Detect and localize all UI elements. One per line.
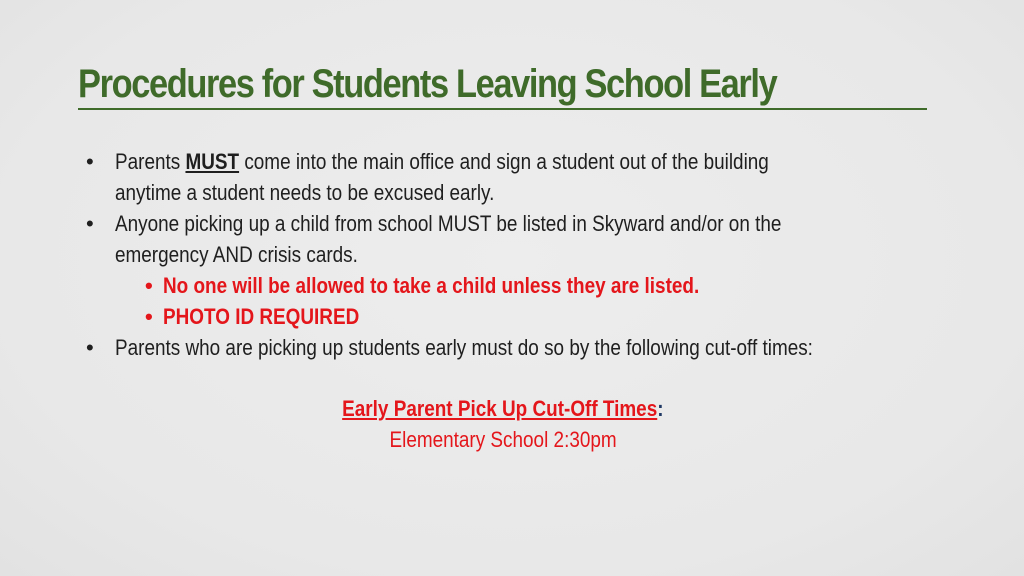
cutoff-heading: Early Parent Pick Up Cut-Off Times bbox=[342, 396, 658, 421]
bullet-sign-out-pre: Parents bbox=[115, 149, 186, 174]
cutoff-heading-line bbox=[342, 393, 663, 424]
bullet-sign-out bbox=[84, 146, 964, 208]
sub-bullet-must-be-listed-text: • No one will be allowed to take a child unless they are listed. bbox=[163, 273, 700, 298]
bullet-sign-out-line-2: anytime a student needs to be excused early. bbox=[115, 180, 495, 205]
cutoff-section bbox=[0, 393, 1006, 455]
bullet-sign-out-rest: come into the main office and sign a student out of the building bbox=[239, 149, 769, 174]
bullet-cutoff-times bbox=[84, 332, 964, 363]
title-underline bbox=[78, 108, 927, 110]
sub-bullet-list bbox=[115, 270, 964, 332]
slide-content bbox=[84, 146, 964, 363]
bullet-listed-pickup-line-1: • Anyone picking up a child from school MUST be listed in Skyward and/or on the bbox=[115, 211, 782, 236]
cutoff-elementary-time: Elementary School 2:30pm bbox=[389, 427, 617, 452]
bullet-list bbox=[84, 146, 964, 363]
bullet-listed-pickup-line-2: emergency AND crisis cards. bbox=[115, 242, 358, 267]
bullet-sign-out-line-1 bbox=[115, 146, 845, 177]
sub-bullet-photo-id-text: • PHOTO ID REQUIRED bbox=[163, 304, 360, 329]
slide-title: Procedures for Students Leaving School Early bbox=[78, 62, 777, 106]
must-emphasis: MUST bbox=[185, 149, 240, 174]
bullet-cutoff-times-line-1: • Parents who are picking up students early must do so by the following cut-off times: bbox=[115, 335, 813, 360]
cutoff-colon: : bbox=[657, 396, 664, 421]
sub-bullet-photo-id bbox=[125, 301, 964, 332]
bullet-listed-pickup bbox=[84, 208, 964, 332]
cutoff-heading-row bbox=[0, 393, 1006, 424]
cutoff-elementary-row bbox=[0, 424, 1006, 455]
sub-bullet-must-be-listed bbox=[125, 270, 964, 301]
